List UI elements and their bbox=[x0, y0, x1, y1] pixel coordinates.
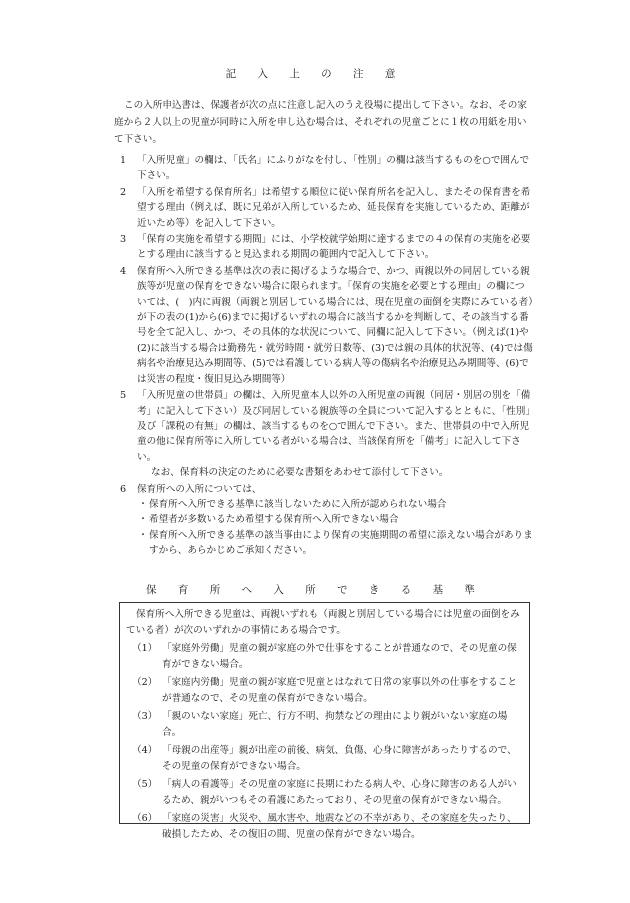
criterion-item bbox=[126, 675, 523, 706]
criterion-number: （4） bbox=[132, 745, 158, 756]
note-item bbox=[114, 388, 534, 480]
note-body bbox=[137, 388, 534, 480]
criterion-item bbox=[126, 743, 523, 774]
note-number: 4 bbox=[120, 265, 127, 277]
note-text: 「入所を希望する保育所名」は希望する順位に従い保育所名を記入し、またその保育書を希望する理由（例えば、既に兄弟が入所しているため、延長保育を実施しているため、距離が近いため等）を記入して下さい。 bbox=[137, 186, 531, 229]
note-text: 「保育の実施を希望する期間」には、小学校就学始期に達するまでの４の保育の実施を必要とする理由に該当すると見込まれる期間の範囲内で記入して下さい。 bbox=[137, 234, 531, 261]
standards-intro: 保育所へ入所できる児童は、両親いずれも（両親と別居している場合には児童の面倒をみている者）が次のいずれかの事情にある場合です。 bbox=[126, 609, 520, 636]
bullet-dot: ・ bbox=[138, 498, 148, 510]
page-title: 記 入 上 の 注 意 bbox=[225, 68, 405, 80]
note-item bbox=[114, 264, 534, 387]
note-item bbox=[114, 232, 534, 263]
criterion-item bbox=[126, 777, 523, 808]
criterion-item bbox=[126, 641, 523, 672]
bullet-list bbox=[137, 497, 534, 559]
criterion-text: 「病人の看護等」その児童の家庭に長期にわたる病人や、心身に障害のある人がいるため、親がいつもその看護にあたっており、その児童の保育ができない場合。 bbox=[162, 779, 517, 806]
note-item bbox=[114, 153, 534, 184]
bullet-dot: ・ bbox=[138, 514, 148, 526]
criterion-text: 「親のいない家庭」死亡、行方不明、拘禁などの理由により親がいない家庭の場合。 bbox=[162, 711, 508, 738]
note-text: 保育所への入所については、 bbox=[137, 483, 262, 495]
note-text: 「入所児童」の欄は、「氏名」にふりがなを付し、「性別」の欄は該当するものを○で囲んで下さい。 bbox=[137, 155, 530, 182]
note-body bbox=[137, 482, 534, 559]
bullet-item bbox=[137, 528, 534, 559]
criterion-text: 「母親の出産等」親が出産の前後、病気、負傷、心身に障害があったりするので、その児童の保育ができない場合。 bbox=[162, 745, 517, 772]
bullet-text: 保育所へ入所できる基準の該当事由により保育の実施期間の希望に添えない場合がありますから、あらかじめご承知ください。 bbox=[149, 529, 533, 557]
criterion-number: （6） bbox=[132, 813, 158, 824]
bullet-text: 希望者が多数いるため希望する保育所へ入所できない場合 bbox=[149, 514, 399, 526]
criterion-text: 「家庭外労働」児童の親が家庭の外で仕事をすることが普通なので、その児童の保育ができない場合。 bbox=[162, 643, 517, 670]
note-item bbox=[114, 185, 534, 231]
intro-paragraph: この入所申込書は、保護者が次の点に注意し記入のうえ役場に提出して下さい。なお、その家庭から２人以上の児童が同時に入所を申し込む場合は、それぞれの児童ごとに１枚の用紙を用いて下さい。 bbox=[114, 100, 527, 145]
criterion-number: （2） bbox=[132, 677, 158, 688]
notes-list bbox=[114, 153, 534, 560]
criterion-number: （5） bbox=[132, 779, 158, 790]
note-number: 5 bbox=[120, 390, 127, 402]
criterion-item bbox=[126, 811, 523, 842]
note-text: 保育所へ入所できる基準は次の表に掲げるような場合で、かつ、両親以外の同居している親族等が児童の保育をできない場合に限られます。「保育の実施を必要とする理由」の欄については、( )内に両親（両親と別居している場合には、現在児童の面倒を実際にみている者）が下の表の(1)から(6)までに掲げるいずれの場合に該当するかを判断して、その該当する番号を全て記入し、かつ、その具体的な状況について、同欄に記入して下さい。（例えば(1)や(2)に該当する場合は勤務先・就労時間・就労日数等、(3)では親の具体的状況等、(4)では傷病名や治療見込み期間等、(5)では看護している病人等の傷病名や治療見込み期間等、(6)では災害の程度・復旧見込み期間等） bbox=[137, 265, 534, 385]
criterion-number: （3） bbox=[132, 711, 158, 722]
bullet-dot: ・ bbox=[138, 529, 148, 541]
note-text: 「入所児童の世帯員」の欄は、入所児童本人以外の入所児童の両親（同居・別居の別を「備考」に記入して下さい）及び同居している親族等の全員について記入するとともに、「性別」及び「課税の有無」の欄は、該当するものを○で囲んで下さい。また、世帯員の中で入所児童の他に保育所等に入所している者がいる場合は、当該保育所を「備考」に記入して下さい。 bbox=[137, 390, 531, 463]
criterion-number: （1） bbox=[132, 643, 158, 654]
criterion-text: 「家庭内労働」児童の親が家庭で児童とはなれて日常の家事以外の仕事をすることが普通なので、その児童の保育ができない場合。 bbox=[162, 677, 517, 704]
note-number: 3 bbox=[120, 234, 127, 246]
criterion-text: 「家庭の災害」火災や、風水害や、地震などの不幸があり、その家庭を失ったり、破損したため、その復旧の間、児童の保育ができない場合。 bbox=[162, 813, 517, 840]
bullet-text: 保育所へ入所できる基準に該当しないために入所が認められない場合 bbox=[149, 498, 447, 510]
note-number: 6 bbox=[120, 483, 127, 495]
note-item bbox=[114, 482, 534, 559]
criterion-item bbox=[126, 709, 523, 740]
note-number: 1 bbox=[120, 155, 127, 166]
note-number: 2 bbox=[120, 186, 127, 198]
bullet-item bbox=[137, 497, 534, 512]
bullet-item bbox=[137, 512, 534, 527]
standards-title: 保 育 所 へ 入 所 で き る 基 準 bbox=[146, 584, 484, 596]
note-supplement: なお、保育料の決定のために必要な書類をあわせて添付して下さい。 bbox=[151, 467, 449, 479]
standards-box bbox=[119, 602, 530, 840]
